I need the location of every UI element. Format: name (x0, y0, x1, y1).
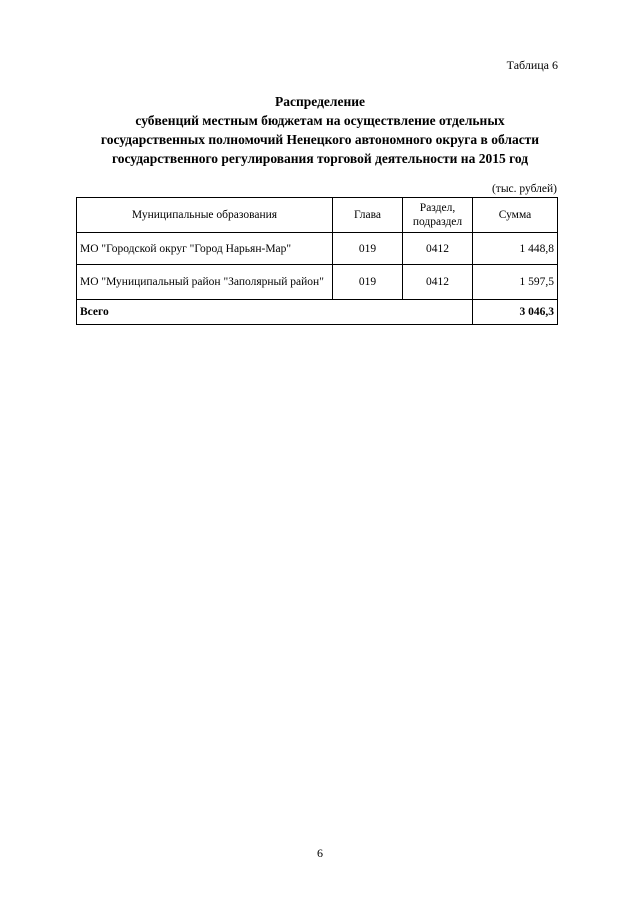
column-header-municipality: Муниципальные образования (77, 198, 333, 233)
table-row (77, 265, 558, 300)
title-line-1: Распределение (274, 94, 366, 109)
document-title (60, 92, 580, 168)
column-header-head: Глава (333, 198, 403, 233)
page-number: 6 (317, 846, 323, 860)
table-total-row (77, 300, 558, 325)
column-header-sum: Сумма (473, 198, 558, 233)
cell-municipality: МО "Муниципальный район "Заполярный район" (77, 265, 333, 300)
title-line-4: государственного регулирования торговой деятельности на 2015 год (111, 151, 529, 166)
title-line-2: субвенций местным бюджетам на осуществление отдельных (135, 113, 505, 128)
cell-head: 019 (333, 233, 403, 265)
cell-sum: 1 448,8 (473, 233, 558, 265)
cell-section: 0412 (403, 233, 473, 265)
total-sum: 3 046,3 (473, 300, 558, 325)
title-line-3: государственных полномочий Ненецкого автономного округа в области (100, 132, 540, 147)
cell-sum: 1 597,5 (473, 265, 558, 300)
units-label: (тыс. рублей) (491, 183, 557, 195)
subvention-table (76, 197, 558, 325)
cell-head: 019 (333, 265, 403, 300)
total-label: Всего (77, 300, 473, 325)
cell-municipality: МО "Городской округ "Город Нарьян-Мар" (77, 233, 333, 265)
table-row (77, 233, 558, 265)
table-number-label: Таблица 6 (506, 58, 558, 72)
column-header-section: Раздел, подраздел (403, 198, 473, 233)
cell-section: 0412 (403, 265, 473, 300)
table-header-row (77, 198, 558, 233)
